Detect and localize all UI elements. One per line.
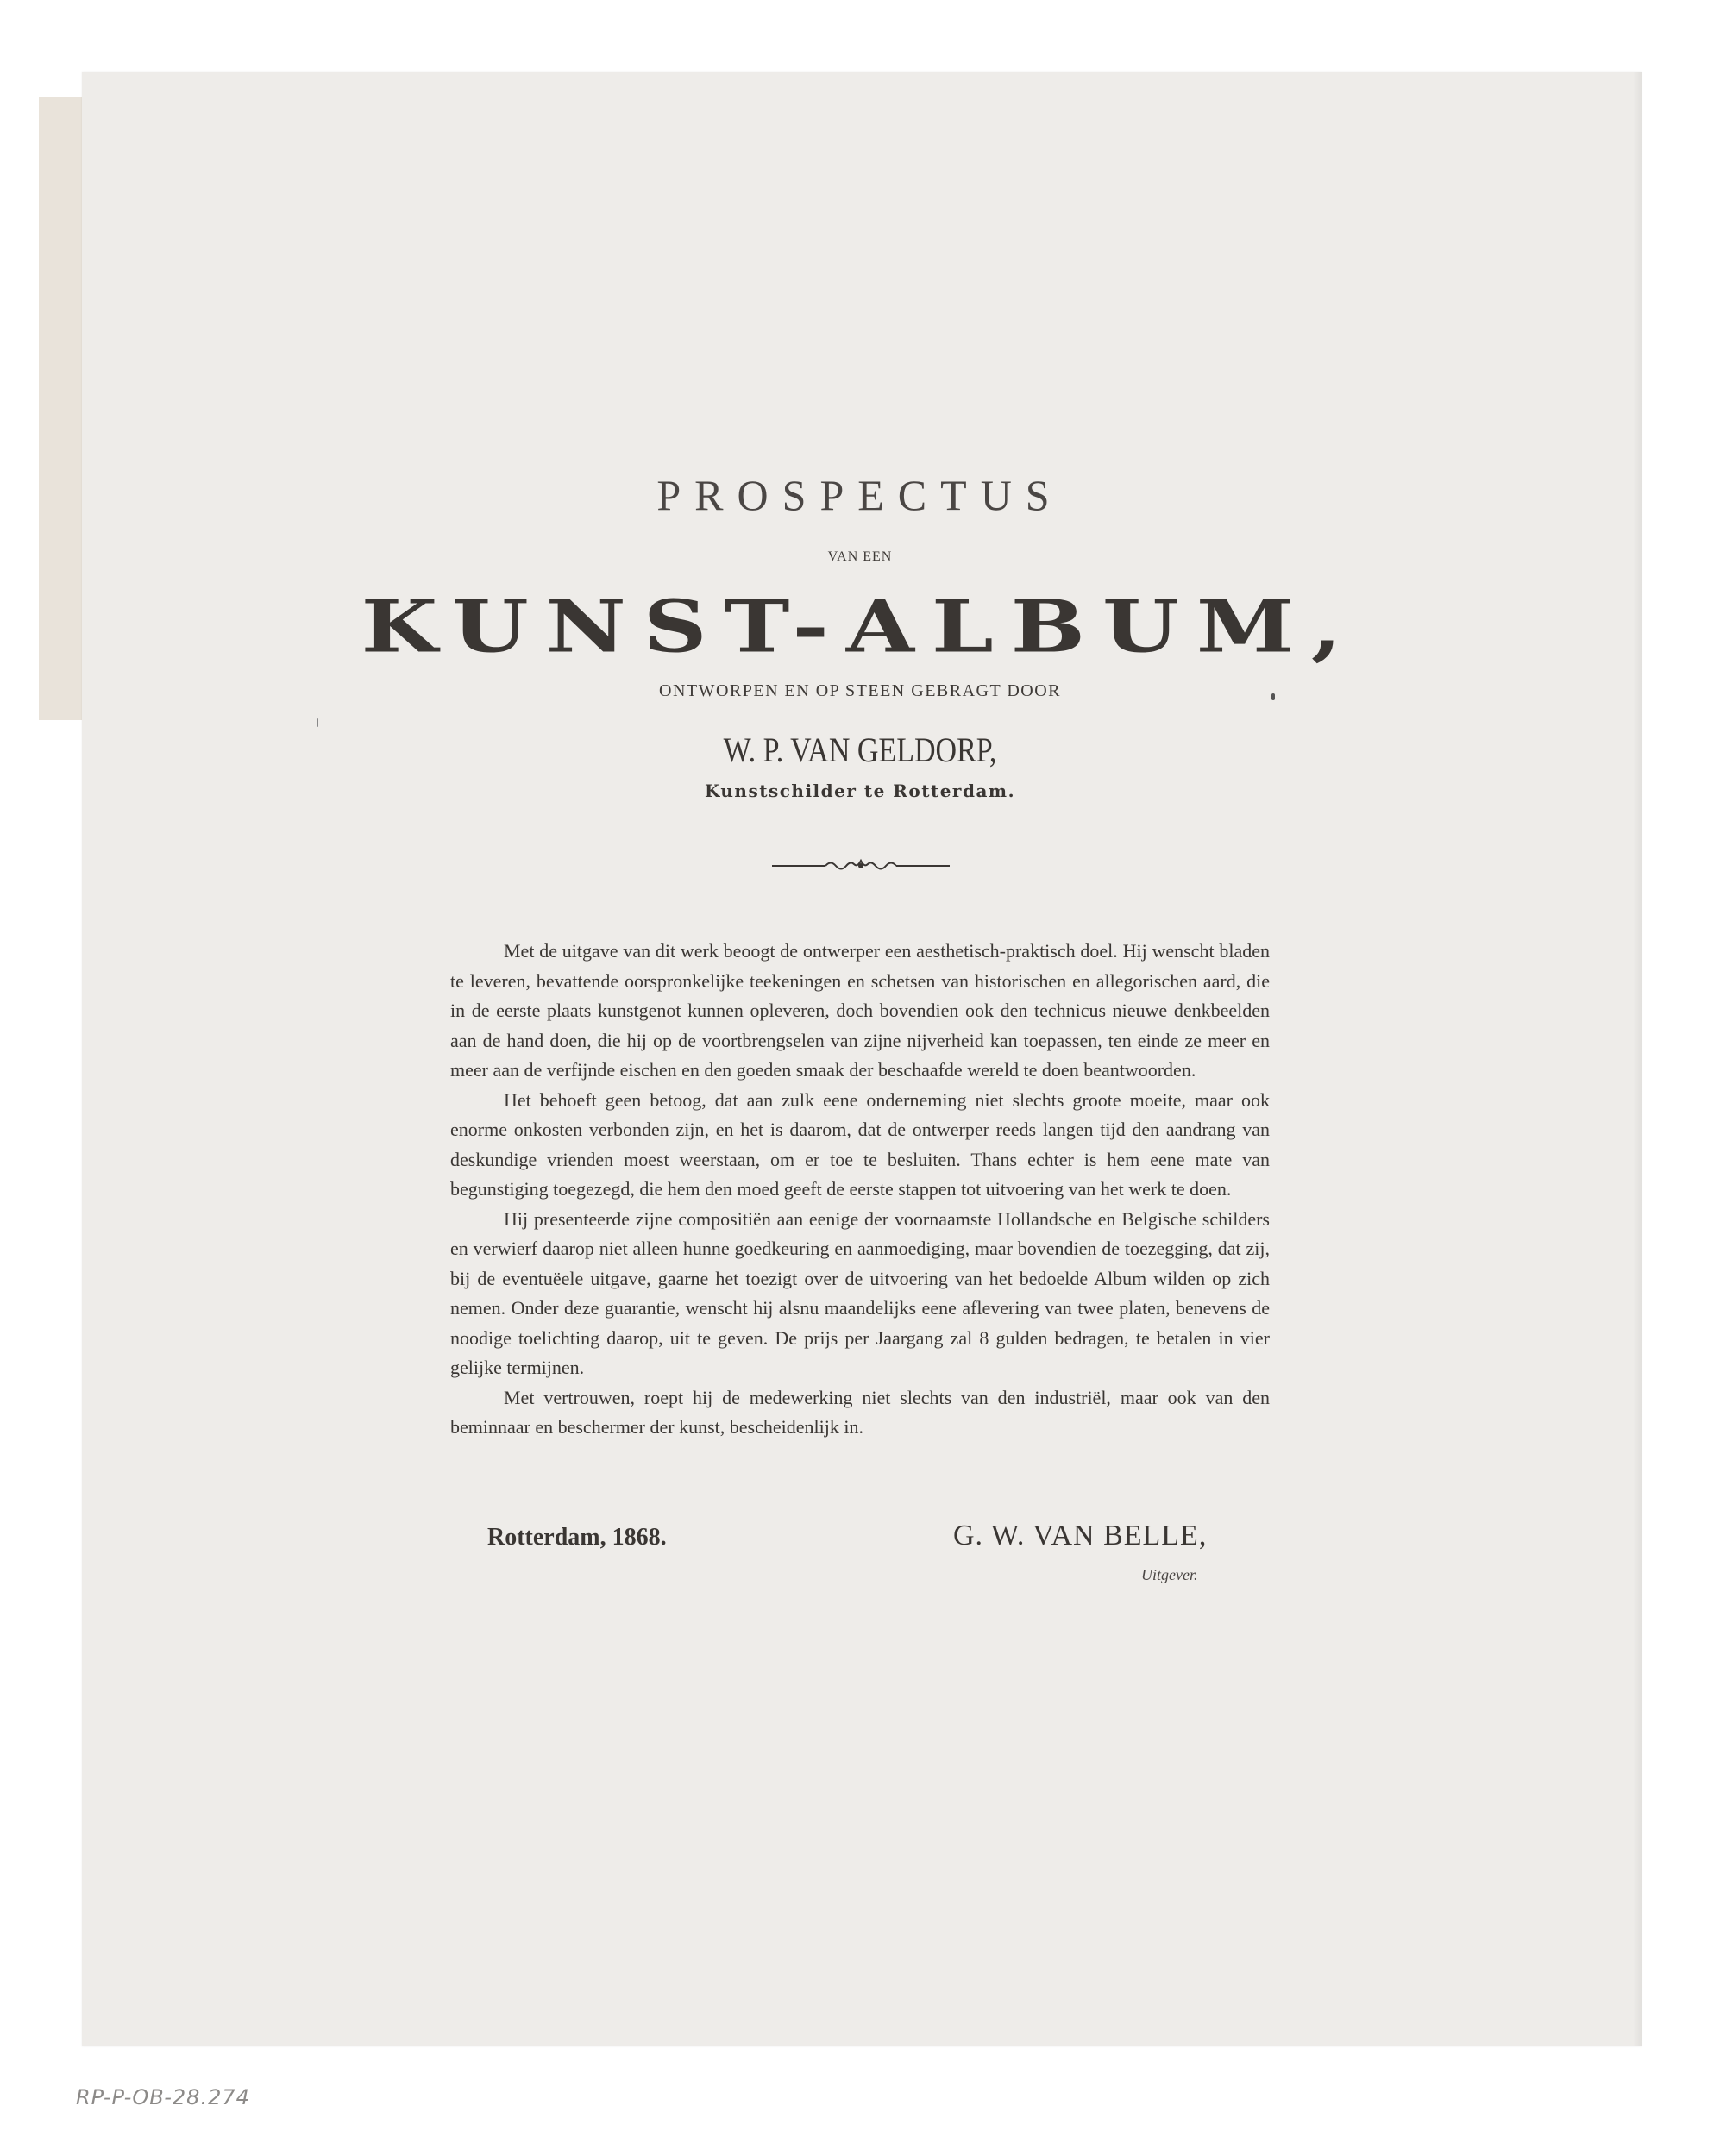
document-body	[450, 937, 1270, 1443]
place-date: Rotterdam, 1868.	[487, 1524, 667, 1551]
author-name: W. P. VAN GELDORP,	[723, 730, 997, 769]
paragraph: Met de uitgave van dit werk beoogt de ontwerper een aesthetisch-praktisch doel. Hij wenscht bladen te leveren, bevattende oorspronkelijke teekeningen en schetsen van historischen en allegorischen aard, die in de eerste plaats kunstgenot kunnen opleveren, doch bovendien ook den technicus nieuwe denkbeelden aan de hand doen, die hij op de voortbrengselen van zijne nijverheid kan toepassen, ten einde ze meer en meer aan de verfijnde eischen en den goeden smaak der beschaafde wereld te doen beantwoorden.	[450, 940, 1270, 1081]
paragraph: Hij presenteerde zijne compositiën aan eenige der voornaamste Hollandsche en Belgische schilders en verwierf daarop niet alleen hunne goedkeuring en aanmoediging, maar bovendien de toezegging, dat zij, bij de eventuëele uitgave, gaarne het toezigt over de uitvoering van het bedoelde Album wilden op zich nemen. Onder deze guarantie, wenscht hij alsnu maandelijks eene aflevering van twee platen, benevens de noodige toelichting daarop, uit te geven. De prijs per Jaargang zal 8 gulden bedragen, te betalen in vier gelijke termijnen.	[450, 1207, 1270, 1378]
ornament-divider-icon	[772, 856, 950, 875]
author-title: Kunstschilder te Rotterdam.	[704, 780, 1016, 801]
document-title: KUNST-ALBUM,	[361, 584, 1359, 670]
paragraph: Het behoeft geen betoog, dat aan zulk eene onderneming niet slechts groote moeite, maar ook enorme onkosten verbonden zijn, en het is daarom, dat de ontwerper reeds langen tijd den aandrang van deskundige vrienden moest weerstaan, om er toe te besluiten. Thans echter is hem eene mate van begunstiging toegezegd, die hem den moed geeft de eerste stappen tot uitvoering van het werk te doen.	[450, 1088, 1270, 1200]
ink-speck	[1271, 693, 1275, 700]
document-subheading: VAN EEN	[827, 549, 893, 564]
ink-speck	[317, 718, 318, 727]
catalog-number: RP-P-OB-28.274	[76, 2085, 250, 2109]
document-byline: ONTWORPEN EN OP STEEN GEBRAGT DOOR	[659, 681, 1061, 700]
document-heading: PROSPECTUS	[656, 471, 1064, 519]
paragraph: Met vertrouwen, roept hij de medewerking niet slechts van den industriël, maar ook van den beminnaar en beschermer der kunst, bescheidenlijk in.	[450, 1386, 1270, 1438]
publisher-role: Uitgever.	[1141, 1566, 1198, 1583]
publisher-name: G. W. VAN BELLE,	[953, 1520, 1208, 1551]
